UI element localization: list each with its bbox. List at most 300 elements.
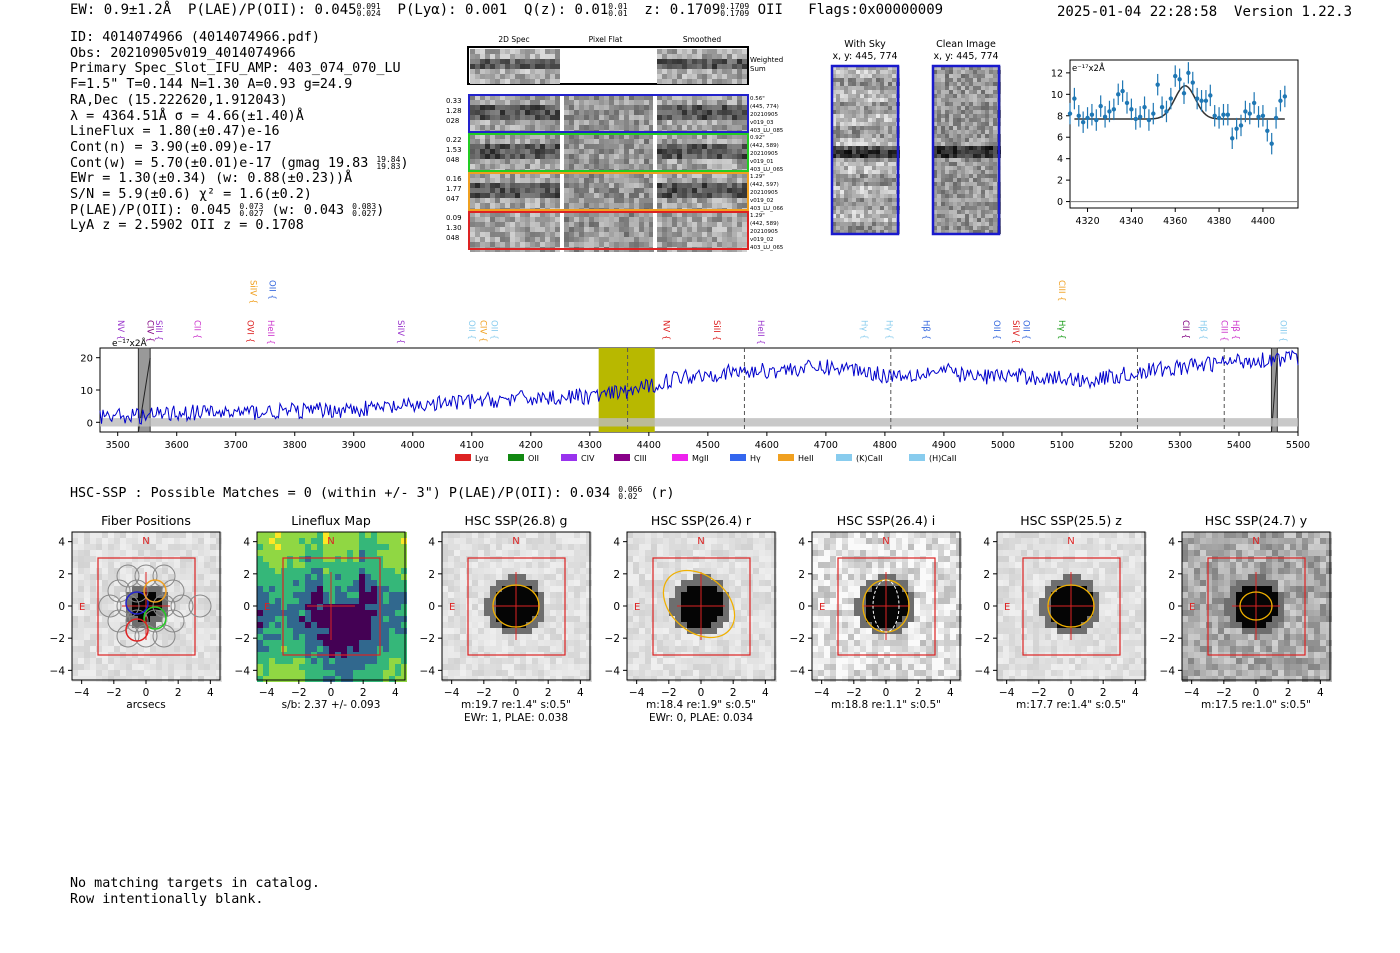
pixel	[515, 183, 520, 188]
pixel	[555, 49, 560, 54]
pixel	[614, 188, 619, 193]
pixel	[210, 562, 216, 568]
pixel	[525, 74, 530, 79]
pixel	[180, 676, 186, 682]
pixel	[470, 74, 475, 79]
pixel	[174, 664, 180, 670]
pixel	[126, 658, 132, 664]
pixel	[475, 79, 480, 84]
gap	[560, 173, 564, 210]
pixel	[973, 114, 977, 118]
stamp-right-label: 403_LU_085	[750, 128, 784, 134]
pixel	[114, 544, 120, 550]
pixel	[505, 193, 510, 198]
pixel	[888, 154, 892, 158]
pixel	[138, 658, 144, 664]
pixel	[371, 634, 377, 640]
pixel	[78, 550, 84, 556]
pixel	[198, 628, 204, 634]
pixel	[888, 106, 892, 110]
pixel	[712, 222, 717, 227]
pixel	[880, 222, 884, 226]
pixel	[383, 604, 389, 610]
pixel	[480, 198, 485, 203]
pixel	[872, 90, 876, 94]
pixel	[717, 227, 722, 232]
pixel	[475, 100, 480, 105]
pixel	[985, 158, 989, 162]
y-tick-label: −4	[49, 665, 65, 678]
pixel	[555, 198, 560, 203]
pixel	[505, 74, 510, 79]
pixel	[323, 550, 329, 556]
pixel	[937, 158, 941, 162]
pixel	[174, 586, 180, 592]
pixel	[981, 198, 985, 202]
pixel	[993, 222, 997, 226]
pixel	[84, 562, 90, 568]
pixel	[953, 202, 957, 206]
pixel	[965, 198, 969, 202]
pixel	[495, 110, 500, 115]
pixel	[401, 628, 407, 634]
pixel	[941, 90, 945, 94]
pixel	[945, 74, 949, 78]
pixel	[860, 206, 864, 210]
pixel	[269, 580, 275, 586]
pixel	[520, 198, 525, 203]
legend-label: (K)CaII	[856, 454, 883, 463]
pixel	[371, 622, 377, 628]
pixel	[949, 130, 953, 134]
pixel	[662, 149, 667, 154]
pixel	[985, 114, 989, 118]
pixel	[848, 214, 852, 218]
pixel	[985, 222, 989, 226]
pixel	[275, 634, 281, 640]
pixel	[569, 159, 574, 164]
pixel	[965, 78, 969, 82]
pixel	[78, 562, 84, 568]
pixel	[737, 178, 742, 183]
pixel	[263, 538, 269, 544]
pixel	[836, 114, 840, 118]
pixel	[677, 237, 682, 242]
pixel	[311, 532, 317, 538]
x-tick-label: 5200	[1108, 440, 1134, 451]
pixel	[941, 98, 945, 102]
pixel	[84, 580, 90, 586]
pixel	[168, 676, 174, 682]
pixel	[844, 202, 848, 206]
pixel	[510, 222, 515, 227]
pixel	[614, 217, 619, 222]
pixel	[341, 646, 347, 652]
pixel	[510, 74, 515, 79]
spectral-line-label: OIII {	[1277, 320, 1288, 343]
stamp-left-label: 048	[446, 234, 460, 242]
pixel	[186, 556, 192, 562]
pixel	[257, 556, 263, 562]
pixel	[480, 242, 485, 247]
pixel	[702, 154, 707, 159]
pixel	[120, 556, 126, 562]
pixel	[965, 210, 969, 214]
pixel	[545, 193, 550, 198]
pixel	[985, 218, 989, 222]
pixel	[977, 218, 981, 222]
pixel	[707, 193, 712, 198]
pixel	[311, 604, 317, 610]
pixel	[186, 634, 192, 640]
pixel	[989, 198, 993, 202]
pixel	[335, 610, 341, 616]
pixel	[864, 182, 868, 186]
pixel	[737, 193, 742, 198]
pixel	[594, 110, 599, 115]
pixel	[657, 149, 662, 154]
pixel	[945, 178, 949, 182]
pixel	[470, 183, 475, 188]
weighted-sum-label: Weighted	[750, 56, 784, 64]
pixel	[722, 227, 727, 232]
pixel	[949, 74, 953, 78]
pixel	[589, 193, 594, 198]
pixel	[848, 218, 852, 222]
pixel	[500, 222, 505, 227]
pixel	[335, 598, 341, 604]
stamp-right-label: 403_LU_065	[750, 167, 784, 173]
pixel	[614, 203, 619, 208]
pixel	[836, 82, 840, 86]
pixel	[985, 138, 989, 142]
pixel	[138, 676, 144, 682]
pixel	[836, 218, 840, 222]
pixel	[525, 232, 530, 237]
pixel	[884, 198, 888, 202]
pixel	[727, 217, 732, 222]
pixel	[510, 105, 515, 110]
pixel	[96, 670, 102, 676]
pixel	[530, 183, 535, 188]
x-tick-label: 4800	[872, 440, 897, 451]
pixel	[727, 59, 732, 64]
pixel	[989, 190, 993, 194]
pixel	[989, 126, 993, 130]
pixel	[505, 149, 510, 154]
pixel	[305, 544, 311, 550]
pixel	[949, 166, 953, 170]
pixel	[299, 586, 305, 592]
pixel	[525, 242, 530, 247]
pixel	[475, 178, 480, 183]
pixel	[475, 222, 480, 227]
pixel	[530, 178, 535, 183]
pixel	[293, 574, 299, 580]
pixel	[377, 658, 383, 664]
pixel	[281, 544, 287, 550]
pixel	[102, 550, 108, 556]
pixel	[977, 186, 981, 190]
pixel	[639, 232, 644, 237]
pixel	[848, 122, 852, 126]
pixel	[712, 203, 717, 208]
y-tick-label: 0	[86, 418, 93, 430]
pixel	[977, 110, 981, 114]
pixel	[599, 232, 604, 237]
pixel	[84, 658, 90, 664]
pixel	[860, 114, 864, 118]
pixel	[634, 154, 639, 159]
pixel	[569, 149, 574, 154]
pixel	[341, 568, 347, 574]
pixel	[510, 79, 515, 84]
pixel	[490, 198, 495, 203]
pixel	[72, 544, 78, 550]
pixel	[957, 82, 961, 86]
pixel	[884, 186, 888, 190]
pixel	[114, 676, 120, 682]
pixel	[485, 115, 490, 120]
pixel	[500, 149, 505, 154]
pixel	[945, 206, 949, 210]
pixel	[840, 110, 844, 114]
data-point	[1164, 109, 1168, 113]
pixel	[293, 610, 299, 616]
pixel	[490, 154, 495, 159]
pixel	[505, 125, 510, 130]
pixel	[186, 670, 192, 676]
pixel	[677, 120, 682, 125]
pixel	[672, 164, 677, 169]
pixel	[371, 610, 377, 616]
fit-unit-label: e⁻¹⁷x2Å	[1072, 64, 1105, 74]
pixel	[644, 193, 649, 198]
info-plae-lo: 0.027	[239, 208, 264, 218]
pixel	[569, 164, 574, 169]
pixel	[667, 242, 672, 247]
pixel	[657, 227, 662, 232]
spectral-line-label: SiII {	[710, 320, 721, 341]
pixel	[965, 190, 969, 194]
pixel	[525, 183, 530, 188]
pixel	[520, 154, 525, 159]
x-tick-label: 4600	[754, 440, 779, 451]
pixel	[520, 79, 525, 84]
pixel	[697, 49, 702, 54]
pixel	[216, 598, 222, 604]
spectral-line-label: Hγ {	[883, 320, 894, 340]
pixel	[707, 237, 712, 242]
pixel	[657, 183, 662, 188]
pixel	[594, 232, 599, 237]
pixel	[480, 144, 485, 149]
pixel	[977, 118, 981, 122]
pixel	[884, 78, 888, 82]
pixel	[844, 222, 848, 226]
pixel	[569, 227, 574, 232]
pixel	[624, 110, 629, 115]
pixel	[604, 139, 609, 144]
pixel	[993, 90, 997, 94]
pixel	[275, 580, 281, 586]
pixel	[599, 193, 604, 198]
pixel	[937, 122, 941, 126]
pixel	[204, 628, 210, 634]
pixel	[72, 532, 78, 538]
pixel	[520, 144, 525, 149]
stamp-right-label: 20210905	[750, 229, 778, 235]
pixel	[836, 98, 840, 102]
pixel	[281, 634, 287, 640]
pixel	[712, 79, 717, 84]
pixel	[515, 64, 520, 69]
pixel	[969, 178, 973, 182]
spectral-line-label: SiIV {	[395, 320, 406, 345]
pixel	[263, 550, 269, 556]
pixel	[162, 550, 168, 556]
pixel	[872, 170, 876, 174]
pixel	[682, 217, 687, 222]
pixel	[540, 69, 545, 74]
pixel	[535, 164, 540, 169]
pixel	[888, 86, 892, 90]
spectral-line-label: CIV {	[144, 320, 155, 343]
pixel	[937, 206, 941, 210]
pixel	[973, 154, 977, 158]
pixel	[977, 102, 981, 106]
pixel	[574, 149, 579, 154]
pixel	[687, 154, 692, 159]
pixel	[682, 154, 687, 159]
pixel	[359, 580, 365, 586]
pixel	[341, 604, 347, 610]
pixel	[594, 159, 599, 164]
pixel	[480, 54, 485, 59]
pixel	[114, 670, 120, 676]
data-point	[1269, 141, 1273, 145]
pixel	[937, 214, 941, 218]
pixel	[510, 149, 515, 154]
pixel	[540, 198, 545, 203]
pixel	[341, 610, 347, 616]
pixel	[876, 78, 880, 82]
stamp-right-label: v019_01	[750, 159, 774, 165]
pixel	[864, 90, 868, 94]
pixel	[941, 134, 945, 138]
pixel	[335, 550, 341, 556]
pixel	[856, 222, 860, 226]
pixel	[192, 538, 198, 544]
pixel	[639, 237, 644, 242]
pixel	[848, 74, 852, 78]
pixel	[505, 100, 510, 105]
pixel	[192, 676, 198, 682]
pixel	[515, 198, 520, 203]
pixel	[609, 217, 614, 222]
pixel	[335, 580, 341, 586]
pixel	[957, 202, 961, 206]
pixel	[480, 149, 485, 154]
pixel	[520, 217, 525, 222]
pixel	[604, 159, 609, 164]
pixel	[359, 622, 365, 628]
pixel	[682, 222, 687, 227]
pixel	[609, 193, 614, 198]
pixel	[888, 150, 892, 154]
pixel	[525, 217, 530, 222]
pixel	[937, 162, 941, 166]
pixel	[844, 114, 848, 118]
pixel	[961, 70, 965, 74]
pixel	[993, 206, 997, 210]
pixel	[876, 162, 880, 166]
pixel	[732, 227, 737, 232]
stamp-left-label: 0.16	[446, 175, 462, 183]
pixel	[269, 640, 275, 646]
pixel	[520, 125, 525, 130]
x-tick-label: 4500	[695, 440, 720, 451]
plae-lo: 0.024	[356, 9, 381, 18]
pixel	[856, 226, 860, 230]
pixel	[102, 574, 108, 580]
pixel	[965, 174, 969, 178]
pixel	[941, 226, 945, 230]
pixel	[848, 126, 852, 130]
pixel	[510, 59, 515, 64]
pixel	[299, 592, 305, 598]
pixel	[102, 544, 108, 550]
pixel	[937, 78, 941, 82]
pixel	[299, 634, 305, 640]
pixel	[317, 616, 323, 622]
pixel	[836, 94, 840, 98]
pixel	[892, 154, 896, 158]
pixel	[742, 227, 747, 232]
legend-swatch	[909, 454, 925, 461]
pixel	[317, 586, 323, 592]
pixel	[96, 634, 102, 640]
pixel	[985, 134, 989, 138]
pixel	[263, 640, 269, 646]
pixel	[510, 227, 515, 232]
ew-value: EW: 0.9±1.2Å	[70, 2, 172, 18]
pixel	[884, 166, 888, 170]
pixel	[840, 214, 844, 218]
pixel	[619, 139, 624, 144]
pixel	[198, 670, 204, 676]
pixel	[535, 115, 540, 120]
pixel	[353, 646, 359, 652]
pixel	[96, 562, 102, 568]
pixel	[293, 616, 299, 622]
pixel	[657, 159, 662, 164]
pixel	[550, 154, 555, 159]
pixel	[84, 568, 90, 574]
pixel	[550, 203, 555, 208]
pixel	[836, 222, 840, 226]
pixel	[657, 59, 662, 64]
pixel	[564, 159, 569, 164]
pixel	[505, 144, 510, 149]
pixel	[614, 100, 619, 105]
pixel	[953, 154, 957, 158]
pixel	[470, 154, 475, 159]
pixel	[186, 676, 192, 682]
pixel	[535, 242, 540, 247]
pixel	[840, 86, 844, 90]
pixel	[953, 182, 957, 186]
